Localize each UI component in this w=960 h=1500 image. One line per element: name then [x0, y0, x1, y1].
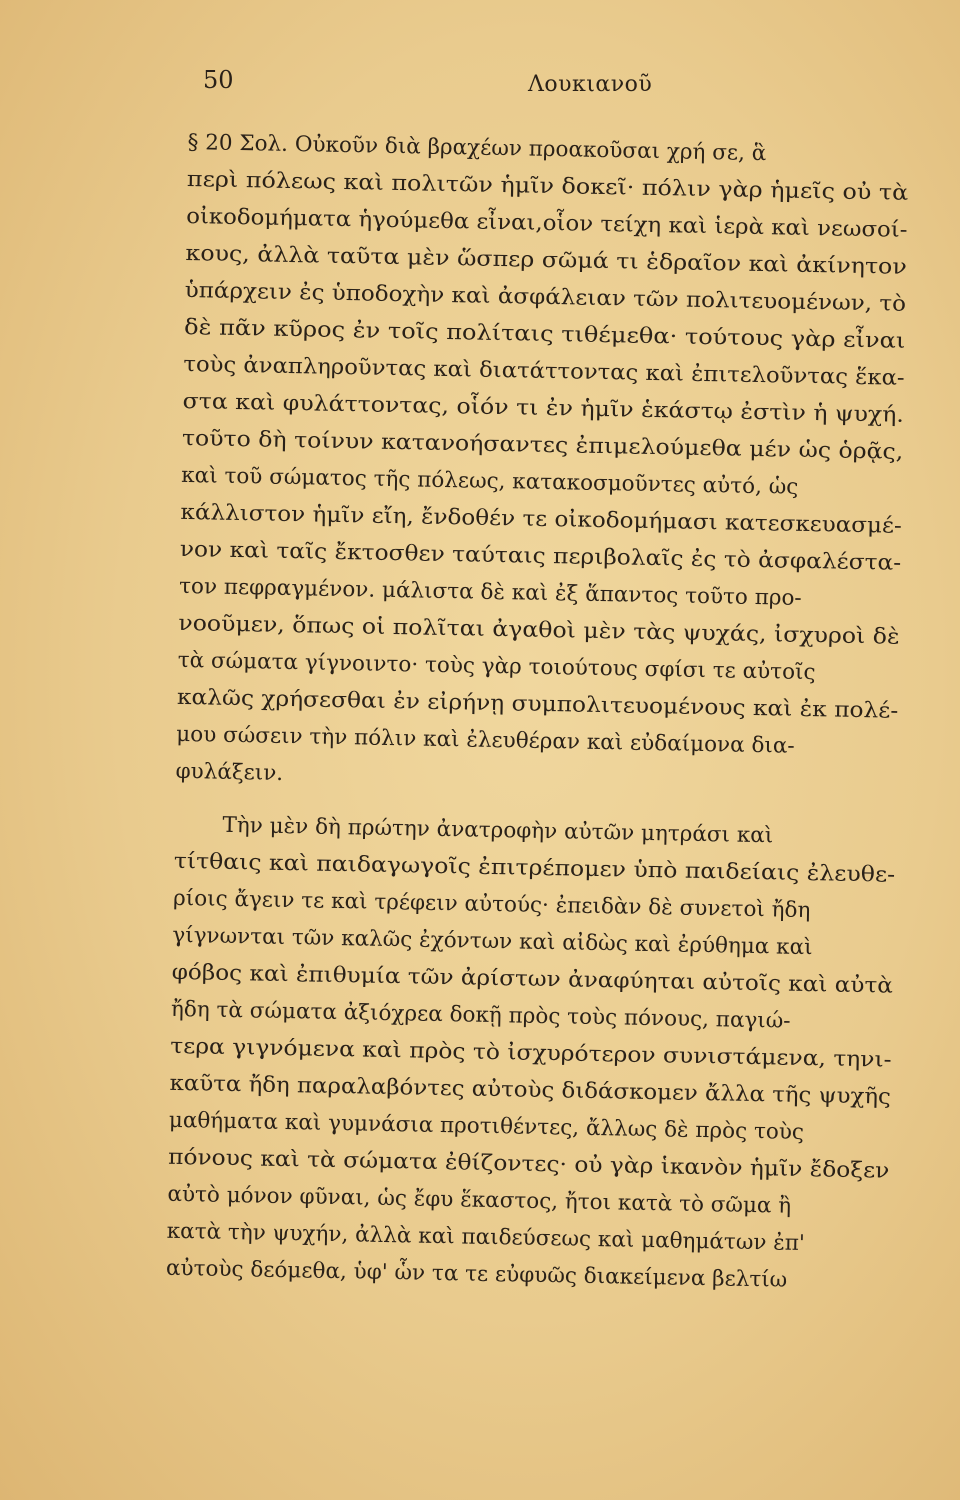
text-line: ὑπάρχειν ἐς ὑποδοχὴν καὶ ἀσφάλειαν τῶν πολιτευομένων, τὸ — [184, 277, 907, 317]
text-line: φόβος καὶ ἐπιθυμία τῶν ἀρίστων ἀναφύηται αὐτοῖς καὶ αὐτὰ — [171, 959, 894, 999]
text-line: οἰκοδομήματα ἡγούμεθα εἶναι,οἷον τείχη καὶ ἱερὰ καὶ νεωσοί- — [185, 203, 908, 243]
text-line: τερα γιγνόμενα καὶ πρὸς τὸ ἰσχυρότερον συνιστάμενα, τηνι- — [170, 1033, 892, 1073]
page-header — [0, 62, 960, 102]
text-line: § 20 Σολ. Οὐκοῦν διὰ βραχέων προακοῦσαι χρή σε, ἃ — [187, 129, 767, 167]
text-line: καλῶς χρήσεσθαι ἐν εἰρήνῃ συμπολιτευομένους καὶ ἐκ πολέ- — [176, 684, 899, 724]
paragraph-2 — [166, 806, 897, 1301]
text-line: ρίοις ἄγειν τε καὶ τρέφειν αὐτούς· ἐπειδὰν δὲ συνετοὶ ἤδη — [172, 885, 811, 924]
text-line: τοῦτο δὴ τοίνυν κατανοήσαντες ἐπιμελούμεθα μέν ὡς ὁρᾷς, — [181, 425, 904, 465]
text-line: τοὺς ἀναπληροῦντας καὶ διατάττοντας καὶ ἐπιτελοῦντας ἕκα- — [183, 351, 905, 391]
text-line: καῦτα ἤδη παραλαβόντες αὐτοὺς διδάσκομεν ἄλλα τῆς ψυχῆς — [169, 1070, 892, 1110]
text-line: δὲ πᾶν κῦρος ἐν τοῖς πολίταις τιθέμεθα· τούτους γὰρ εἶναι — [183, 314, 906, 354]
text-line: καὶ τοῦ σώματος τῆς πόλεως, κατακοσμοῦντες αὐτό, ὡς — [181, 462, 799, 500]
text-line: αὐτὸ μόνον φῦναι, ὡς ἔφυ ἕκαστος, ἤτοι κατὰ τὸ σῶμα ἢ — [167, 1181, 792, 1219]
page-number: 50 — [203, 66, 234, 94]
text-line: γίγνωνται τῶν καλῶς ἐχόντων καὶ αἰδὼς καὶ ἐρύθημα καὶ — [172, 922, 813, 961]
text-line: μου σώσειν τὴν πόλιν καὶ ἐλευθέραν καὶ εὐδαίμονα δια- — [176, 721, 795, 759]
body-text — [166, 124, 910, 1301]
running-head: Λουκιανοῦ — [528, 72, 653, 97]
text-line: Τὴν μὲν δὴ πρώτην ἀνατροφὴν αὐτῶν μητράσι καὶ — [222, 812, 774, 849]
text-line: τὰ σώματα γίγνοιντο· τοὺς γὰρ τοιούτους σφίσι τε αὐτοῖς — [177, 647, 816, 686]
text-line: στα καὶ φυλάττοντας, οἷόν τι ἐν ἡμῖν ἑκάστῳ ἐστὶν ἡ ψυχή. — [182, 388, 905, 428]
paragraph-1 — [175, 124, 910, 804]
text-line: κους, ἀλλὰ ταῦτα μὲν ὥσπερ σῶμά τι ἑδραῖον καὶ ἀκίνητον — [185, 240, 907, 280]
text-line: αὐτοὺς δεόμεθα, ὑφ' ὧν τα τε εὐφυῶς διακείμενα βελτίω — [165, 1255, 788, 1293]
text-line: τον πεφραγμένον. μάλιστα δὲ καὶ ἐξ ἅπαντος τοῦτο προ- — [178, 573, 802, 611]
text-line: τίτθαις καὶ παιδαγωγοῖς ἐπιτρέπομεν ὑπὸ παιδείαις ἐλευθε- — [173, 848, 896, 888]
text-line: φυλάξειν. — [175, 758, 284, 786]
text-line: μαθήματα καὶ γυμνάσια προτιθέντες, ἄλλως δὲ πρὸς τοὺς — [168, 1107, 805, 1146]
text-line: κατὰ τὴν ψυχήν, ἀλλὰ καὶ παιδεύσεως καὶ μαθημάτων ἐπ' — [166, 1218, 806, 1257]
text-line: κάλλιστον ἡμῖν εἴη, ἔνδοθέν τε οἰκοδομήμασι κατεσκευασμέ- — [180, 499, 903, 539]
text-line: ἤδη τὰ σώματα ἀξιόχρεα δοκῇ πρὸς τοὺς πόνους, παγιώ- — [170, 996, 791, 1034]
text-line: περὶ πόλεως καὶ πολιτῶν ἡμῖν δοκεῖ· πόλιν γὰρ ἡμεῖς οὐ τὰ — [186, 166, 909, 206]
text-line: νον καὶ ταῖς ἔκτοσθεν ταύταις περιβολαῖς ἐς τὸ ἀσφαλέστα- — [179, 536, 902, 576]
text-line: νοοῦμεν, ὅπως οἱ πολῖται ἀγαθοὶ μὲν τὰς ψυχάς, ἰσχυροὶ δὲ — [178, 610, 900, 650]
text-line: πόνους καὶ τὰ σώματα ἐθίζοντες· οὐ γὰρ ἱκανὸν ἡμῖν ἔδοξεν — [167, 1144, 890, 1184]
